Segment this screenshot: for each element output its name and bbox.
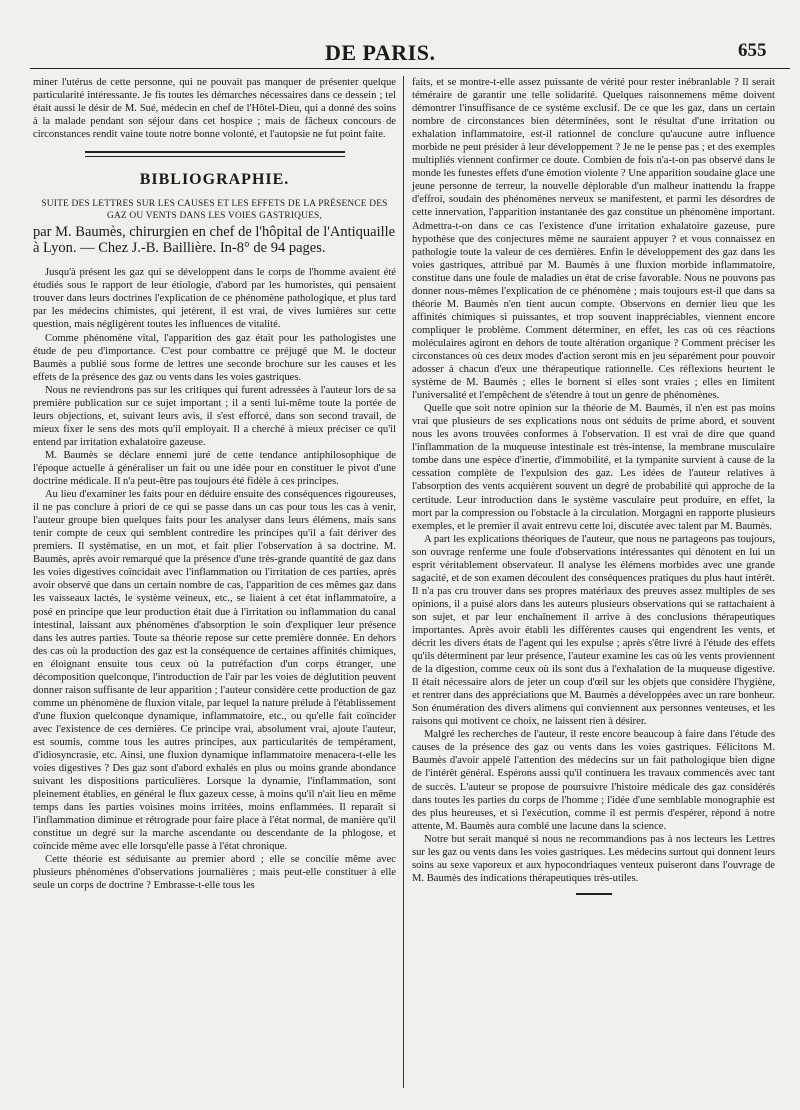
end-rule — [576, 893, 612, 895]
paragraph: Quelle que soit notre opinion sur la théorie de M. Baumès, il n'en est pas moins vrai que plusieurs de ses explications nous ont séduits de prime abord, et souvent nous les avons trouvées conformes à l'observation. Il est vrai de dire que quand l'inflammation de la muqueuse intestinale est très-intense, la membrane musculaire tombe dans une espèce d'inertie, d'immobilité, et la tympanite survient à cause de la cessation complète de l'expulsion des gaz. Les idées de l'auteur relatives à l'absorption des vents acquièrent souvent un degré de probabilité qui approche de la certitude. Leur introduction dans le système vasculaire peut produire, en effet, la mort par la compression ou l'obstacle à la circulation. Morgagni en rapporte plusieurs exemples, et le premier il avait entrevu cette loi, discutée avec talent par M. Baumès. — [412, 403, 775, 532]
header-rule — [30, 68, 790, 69]
paragraph: Au lieu d'examiner les faits pour en déduire ensuite des conséquences rigoureuses, il ne pas conclure à priori de ce qui se passe dans un cas pour tous les cas à venir, l'auteur groupe bien quelques faits pour les analyser dans leurs élémens, mais sans tenir compte de ceux qui semblent contredire les principes qu'il a fait dériver des premiers. Il systématise, en un mot, et fait plier l'observation à sa doctrine. M. Baumès, après avoir remarqué que la présence d'une très-grande quantité de gaz dans les voies digestives coïncidait avec l'inflammation ou l'irritation de ces parties, après avoir observé que dans un certain nombre de cas, l'apparition de ces mêmes gaz dans les vaisseaux lactés, le système veineux, etc., se liaient à cet état inflammatoire, a posé en principe que leur production était due à l'irritation ou inflammation du canal intestinal, laissant aux phénomènes d'absorption le soin d'expliquer leur présence dans les autres parties. Toute sa théorie repose sur cette première donnée. En dehors des cas où la production des gaz est la conséquence de certaines affinités chimiques, en éloignant ensuite tous ceux où la putréfaction d'un corps étranger, une décomposition quelconque, l'introduction de l'air par les voies de déglutition peuvent donner raison suffisante de leur apparition ; l'auteur considère cette production de gaz comme un phénomène de fluxion vitale, par lequel la nature prélude à l'établissement d'une fluxion quelconque dynamique, inflammatoire, etc., ou qu'elle fait coïncider avec l'existence de ces dernières. Ce principe vrai, absolument vrai, ajoute l'auteur, est soumis, comme tous les autres principes, aux particularités de tempérament, d'idiosyncrasie, etc. Ainsi, une fluxion dynamique inflammatoire menacera-t-elle les voies digestives ? Des gaz sont d'abord exhalés en plus ou moins grande abondance suivant les dispositions particulières. Lorsque la dynamie, l'inflammation, sont pleinement établies, en général le flux gazeux cesse, à moins qu'il n'ait lieu en même temps dans les parties voisines moins irritées, moins enflammées. Il reparaît si l'inflammation diminue et rétrograde pour faire place à l'état normal, de manière qu'il constitue un degré sur la marche ascendante ou descendante de la phlogose, et coïncide même avec elle lorsqu'elle passe à l'état chronique. — [33, 489, 396, 853]
paragraph: faits, et se montre-t-elle assez puissante de vérité pour rester inébranlable ? Il serait téméraire de garantir une telle solidarité. Quelques raisonnemens même doivent démontrer l'insuffisance de ce système exclusif. De ce que les gaz, dans un certain nombre de circonstances bien déterminées, sont le résultat d'une irritation ou exhalation inflammatoire, est-il rationnel de conclure qu'aucune autre influence morbide ne peut présider à leur développement ? Je ne le pense pas ; et des exemples multipliés viennent confirmer ce doute. Combien de fois n'a-t-on pas observé dans le monde les funestes effets d'une émotion violente ? Une apparition soudaine glace une jeune personne de terreur, la nouvelle déplorable d'un malheur inattendu la frappe d'effroi, soudain des phénomènes nerveux se manifestent, et parmi les désordres de cette innervation, l'apparition instantanée des gaz constitue un phénomène important. Admettra-t-on dans ce cas l'existence d'une irritation exhalatoire gazeuse, pure hypothèse que des conjectures même ne sauraient appuyer ? et vous connaissez en pathologie toute la valeur de ces dernières. Enfin le développement des gaz dans les voies gastriques, attribué par M. Baumès à une fluxion morbide inflammatoire, constitue dans une foule de maladies un état de crise favorable. Nous ne pouvons pas donner nous-mêmes l'explication de ce phénomène ; mais toujours est-il que dans sa théorie M. Baumès n'en tient aucun compte. Observons en dernier lieu que les affinités chimiques si puissantes, et trop souvent inappréciables, viennent encore compliquer le problème. Comment déterminer, en effet, les cas où ces réactions moléculaires agiront en dehors de toute altération organique ? Comment préciser les circonstances où ces deux modes d'action seront mis en jeu séparément pour pouvoir adosser à chacun d'eux une thérapeutique rationnelle. Ces réflexions heurtent le système de M. Baumès ; elles le bornent si elles sont vraies ; elles en limitent l'universalité et l'empêchent de s'étendre à tout un genre de phénomènes. — [412, 77, 775, 402]
paragraph: Malgré les recherches de l'auteur, il reste encore beaucoup à faire dans l'étude des causes de la présence des gaz ou vents dans les voies gastriques. Félicitons M. Baumès d'avoir appelé l'attention des médecins sur un fait pathologique bien digne de l'intérêt général. Espérons aussi qu'il continuera les travaux commencés avec tant de succès. L'auteur se propose de poursuivre l'histoire médicale des gaz considérés dans toutes les parties du corps de l'homme ; l'idée d'une semblable monographie est des plus heureuses, et si l'exécution, comme il est permis d'espérer, répond à notre attente, M. Baumès aura comblé une lacune dans la science. — [412, 729, 775, 832]
left-column — [33, 76, 396, 893]
book-subtitle: SUITE DES LETTRES SUR LES CAUSES ET LES EFFETS DE LA PRÉSENCE DES GAZ OU VENTS DANS LES VOIES GASTRIQUES, — [41, 199, 388, 222]
paragraph: Notre but serait manqué si nous ne recommandions pas à nos lecteurs les Lettres sur les gaz ou vents dans les voies gastriques. Les médecins surtout qui donnent leurs soins au sexe vaporeux et aux hypocondriaques venteux puiseront dans l'ouvrage de M. Baumès des indications thérapeutiques très-utiles. — [412, 833, 775, 884]
column-divider — [403, 76, 404, 1088]
paragraph: Comme phénomène vital, l'apparition des gaz était pour les pathologistes une étude de peu d'importance. C'est pour combattre ce préjugé que M. le docteur Baumès a publié sous forme de lettres une seconde brochure sur les causes et les effets de la présence des gaz ou vents dans les voies gastriques. — [33, 332, 396, 383]
paragraph: Nous ne reviendrons pas sur les critiques qui furent adressées à l'auteur lors de sa première publication sur ce sujet important ; il a senti lui-même toute la portée de leurs objections, et, suivant leurs avis, il s'est efforcé, dans son second travail, de mieux fixer le sens des mots qu'il employait. Il a cherché à mieux préciser ce qu'il entend par irritation exhalatoire gazeuse. — [33, 384, 396, 448]
paragraph: Jusqu'à présent les gaz qui se développent dans le corps de l'homme avaient été étudiés sous le rapport de leur étiologie, d'abord par les humoristes, qui pensaient trouver dans leurs doctrines l'explication de ce phénomène pathologique, et plus tard par les médecins chimistes, qui jetèrent, il est vrai, de vives lumières sur cette question, mais négligèrent toutes les influences de vitalité. — [33, 267, 396, 331]
running-title: DE PARIS. — [325, 40, 436, 65]
section-separator — [85, 151, 345, 157]
page-header — [0, 0, 800, 66]
section-heading: BIBLIOGRAPHIE. — [139, 171, 290, 189]
page-number: 655 — [738, 40, 767, 61]
closing-paragraph — [33, 76, 396, 141]
right-column — [412, 76, 775, 895]
paragraph: M. Baumès se déclare ennemi juré de cette tendance antiphilosophique de l'époque actuelle à généraliser un fait ou une idée pour en constituer le pivot d'une doctrine médicale. Il n'a peut-être pas toujours été fidèle à ces principes. — [33, 449, 396, 488]
book-author: par M. Baumès, chirurgien en chef de l'hôpital de l'Antiquaille à Lyon. — Chez J.-B. Baillière. In-8° de 94 pages. — [33, 224, 396, 257]
paragraph: Cette théorie est séduisante au premier abord ; elle se concilie même avec plusieurs phénomènes d'observations journalières ; mais peut-elle constituer à elle seule un corps de doctrine ? Embrasse-t-elle tous les — [33, 854, 396, 892]
paragraph: miner l'utérus de cette personne, qui ne pouvait pas manquer de présenter quelque particularité intéressante. Je fis toutes les démarches nécessaires dans ce dessein ; tel était aussi le désir de M. Sué, médecin en chef de l'Hôtel-Dieu, qui a donné des soins à la malade pendant son séjour dans cet hospice ; mais de fâcheux concours de circonstances rendit vaine toute notre bonne volonté, et l'autopsie ne fut point faite. — [33, 77, 396, 141]
paragraph: A part les explications théoriques de l'auteur, que nous ne partageons pas toujours, son ouvrage renferme une foule d'observations intéressantes qui dénotent en lui un esprit véritablement observateur. Il analyse les élémens morbides avec une grande sagacité, et de son examen découlent des conséquences pratiques du plus haut intérêt. Il n'a pas cru trouver dans ses propres matériaux des preuves assez multiples de ses opinions, il a puisé alors dans les auteurs plusieurs observations qui se rattachaient à son sujet, et par leur enchaînement il arrive à des conclusions thérapeutiques importantes. Après avoir établi les différentes causes qui engendrent les vents, et décrit les divers états de l'agent qui les expulse ; après s'être livré à l'étude des effets qu'ils déterminent par leur présence, l'auteur examine les cas où les vents proviennent de la digestion, comme ceux où ils sont dus à l'exhalation de la muqueuse digestive. Il était nécessaire alors de jeter un coup d'œil sur les objets que considère l'hygiène, et rentrer dans des appréciations que M. Baumès a développées avec un rare bonheur. Son énumération des divers alimens qui conviennent aux personnes venteuses, et les raisons qui motivent ce choix, ne laissent rien à désirer. — [412, 533, 775, 728]
